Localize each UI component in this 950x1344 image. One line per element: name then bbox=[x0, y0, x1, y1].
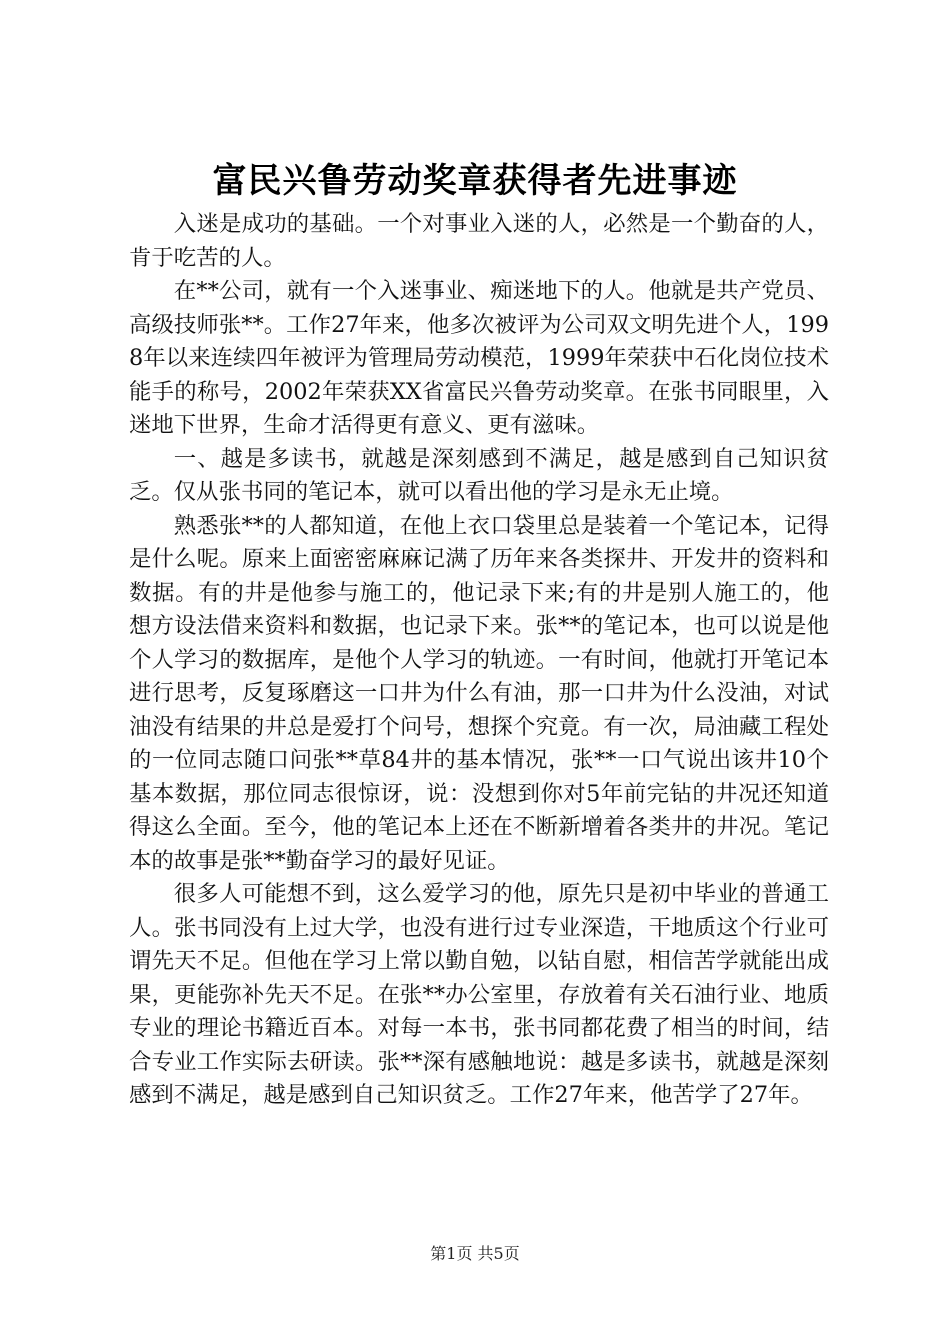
page-number-footer: 第1页 共5页 bbox=[430, 1244, 520, 1263]
paragraph: 一、越是多读书，就越是深刻感到不满足，越是感到自己知识贫乏。仅从张书同的笔记本，就可以看出他的学习是永无止境。 bbox=[129, 445, 829, 505]
paragraph: 在**公司，就有一个入迷事业、痴迷地下的人。他就是共产党员、高级技师张**。工作27年来，他多次被评为公司双文明先进个人，1998年以来连续四年被评为管理局劳动模范，1999年荣获中石化岗位技术能手的称号，2002年荣获XX省富民兴鲁劳动奖章。在张书同眼里，入迷地下世界，生命才活得更有意义、更有滋味。 bbox=[129, 278, 829, 438]
paragraph: 很多人可能想不到，这么爱学习的他，原先只是初中毕业的普通工人。张书同没有上过大学，也没有进行过专业深造，干地质这个行业可谓先天不足。但他在学习上常以勤自勉，以钻自慰，相信苦学就能出成果，更能弥补先天不足。在张**办公室里，存放着有关石油行业、地质专业的理论书籍近百本。对每一本书，张书同都花费了相当的时间，结合专业工作实际去研读。张**深有感触地说：越是多读书，就越是深刻感到不满足，越是感到自己知识贫乏。工作27年来，他苦学了27年。 bbox=[129, 881, 829, 1108]
document-body bbox=[129, 208, 829, 1113]
document-title: 富民兴鲁劳动奖章获得者先进事迹 bbox=[212, 161, 738, 201]
paragraph: 熟悉张**的人都知道，在他上衣口袋里总是装着一个笔记本，记得是什么呢。原来上面密密麻麻记满了历年来各类探井、开发井的资料和数据。有的井是他参与施工的，他记录下来;有的井是别人施工的，他想方设法借来资料和数据，也记录下来。张**的笔记本，也可以说是他个人学习的数据库，是他个人学习的轨迹。一有时间，他就打开笔记本进行思考，反复琢磨这一口井为什么有油，那一口井为什么没油，对试油没有结果的井总是爱打个问号，想探个究竟。有一次，局油藏工程处的一位同志随口问张**草84井的基本情况，张**一口气说出该井10个基本数据，那位同志很惊讶，说：没想到你对5年前完钻的井况还知道得这么全面。至今，他的笔记本上还在不断新增着各类井的井况。笔记本的故事是张**勤奋学习的最好见证。 bbox=[129, 512, 829, 874]
paragraph: 入迷是成功的基础。一个对事业入迷的人，必然是一个勤奋的人，肯于吃苦的人。 bbox=[129, 211, 829, 271]
